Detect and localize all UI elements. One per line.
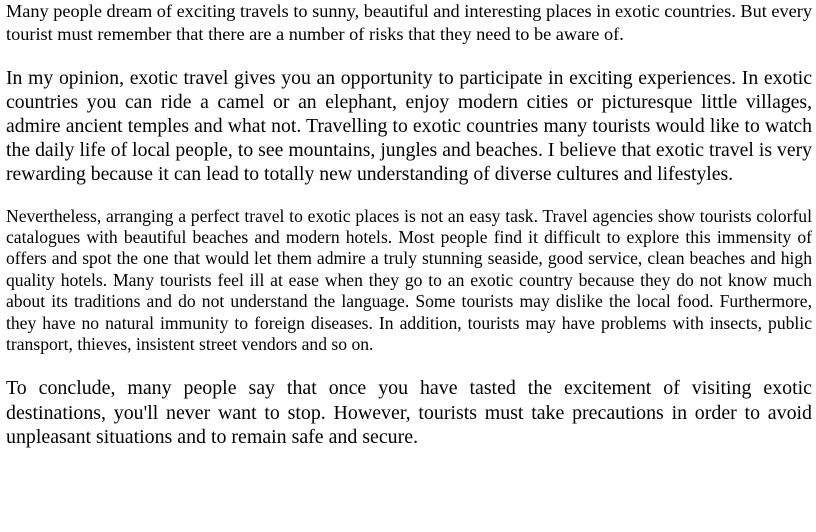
- paragraph-benefits: In my opinion, exotic travel gives you an opportunity to participate in exciting experiences. In exotic countries you can ride a camel or an elephant, enjoy modern cities or picturesque little villages, admire ancient temples and what not. Travelling to exotic countries many tourists would like to watch the daily life of local people, to see mountains, jungles and beaches. I believe that exotic travel is very rewarding because it can lead to totally new understanding of diverse cultures and lifestyles.: [6, 66, 812, 186]
- paragraph-risks: Nevertheless, arranging a perfect travel to exotic places is not an easy task. Travel agencies show tourists colorful catalogues with beautiful beaches and modern hotels. Most people find it difficult to explore this immensity of offers and spot the one that would let them admire a truly stunning seaside, good service, clean beaches and high quality hotels. Many tourists feel ill at ease when they go to an exotic country because they do not know much about its traditions and do not understand the language. Some tourists may dislike the local food. Furthermore, they have no natural immunity to foreign diseases. In addition, tourists may have problems with insects, public transport, thieves, insistent street vendors and so on.: [6, 205, 812, 355]
- paragraph-intro: Many people dream of exciting travels to sunny, beautiful and interesting places in exotic countries. But every tourist must remember that there are a number of risks that they need to be aware of.: [6, 1, 812, 44]
- paragraph-conclusion: To conclude, many people say that once you have tasted the excitement of visiting exotic destinations, you'll never want to stop. However, tourists must take precautions in order to avoid unpleasant situations and to remain safe and secure.: [6, 377, 812, 449]
